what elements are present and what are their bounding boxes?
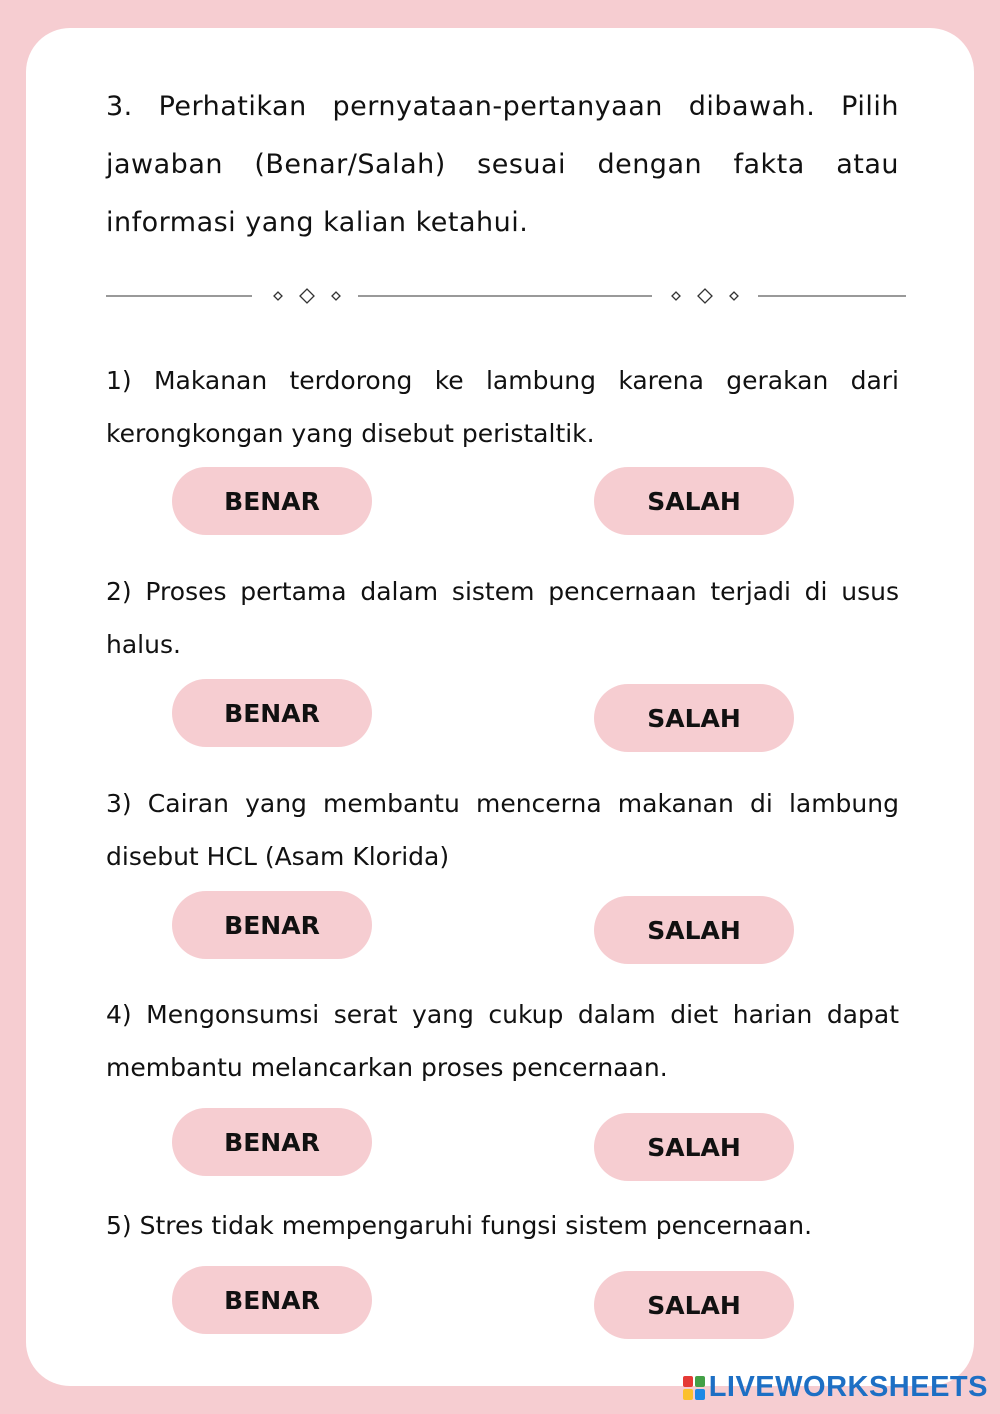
brand-name: LIVEWORKSHEETS: [708, 1371, 988, 1403]
question-4-benar-button[interactable]: BENAR: [172, 1108, 372, 1176]
question-1-benar-button[interactable]: BENAR: [172, 467, 372, 535]
ornamental-divider: [106, 284, 906, 308]
question-5-text: 5) Stres tidak mempengaruhi fungsi sistem pencernaan.: [106, 1211, 813, 1240]
question-2-salah-button[interactable]: SALAH: [594, 684, 794, 752]
question-5-benar-button[interactable]: BENAR: [172, 1266, 372, 1334]
question-4-salah-button[interactable]: SALAH: [594, 1113, 794, 1181]
question-3-text: 3) Cairan yang membantu mencerna makanan di lambung disebut HCL (Asam Klorida): [106, 789, 899, 871]
question-3-benar-button[interactable]: BENAR: [172, 891, 372, 959]
worksheet-card: [26, 28, 974, 1386]
question-4-text: 4) Mengonsumsi serat yang cukup dalam diet harian dapat membantu melancarkan proses pencernaan.: [106, 1000, 899, 1082]
question-1-salah-button[interactable]: SALAH: [594, 467, 794, 535]
question-5-salah-button[interactable]: SALAH: [594, 1271, 794, 1339]
liveworksheets-branding: [683, 1371, 988, 1404]
instruction-text: 3. Perhatikan pernyataan-pertanyaan dibawah. Pilih jawaban (Benar/Salah) sesuai dengan fakta atau informasi yang kalian ketahui.: [106, 91, 899, 238]
liveworksheets-logo-icon: [683, 1376, 705, 1400]
question-1-text: 1) Makanan terdorong ke lambung karena gerakan dari kerongkongan yang disebut peristaltik.: [106, 366, 899, 448]
question-2-text: 2) Proses pertama dalam sistem pencernaan terjadi di usus halus.: [106, 577, 899, 659]
question-2-benar-button[interactable]: BENAR: [172, 679, 372, 747]
question-3-salah-button[interactable]: SALAH: [594, 896, 794, 964]
